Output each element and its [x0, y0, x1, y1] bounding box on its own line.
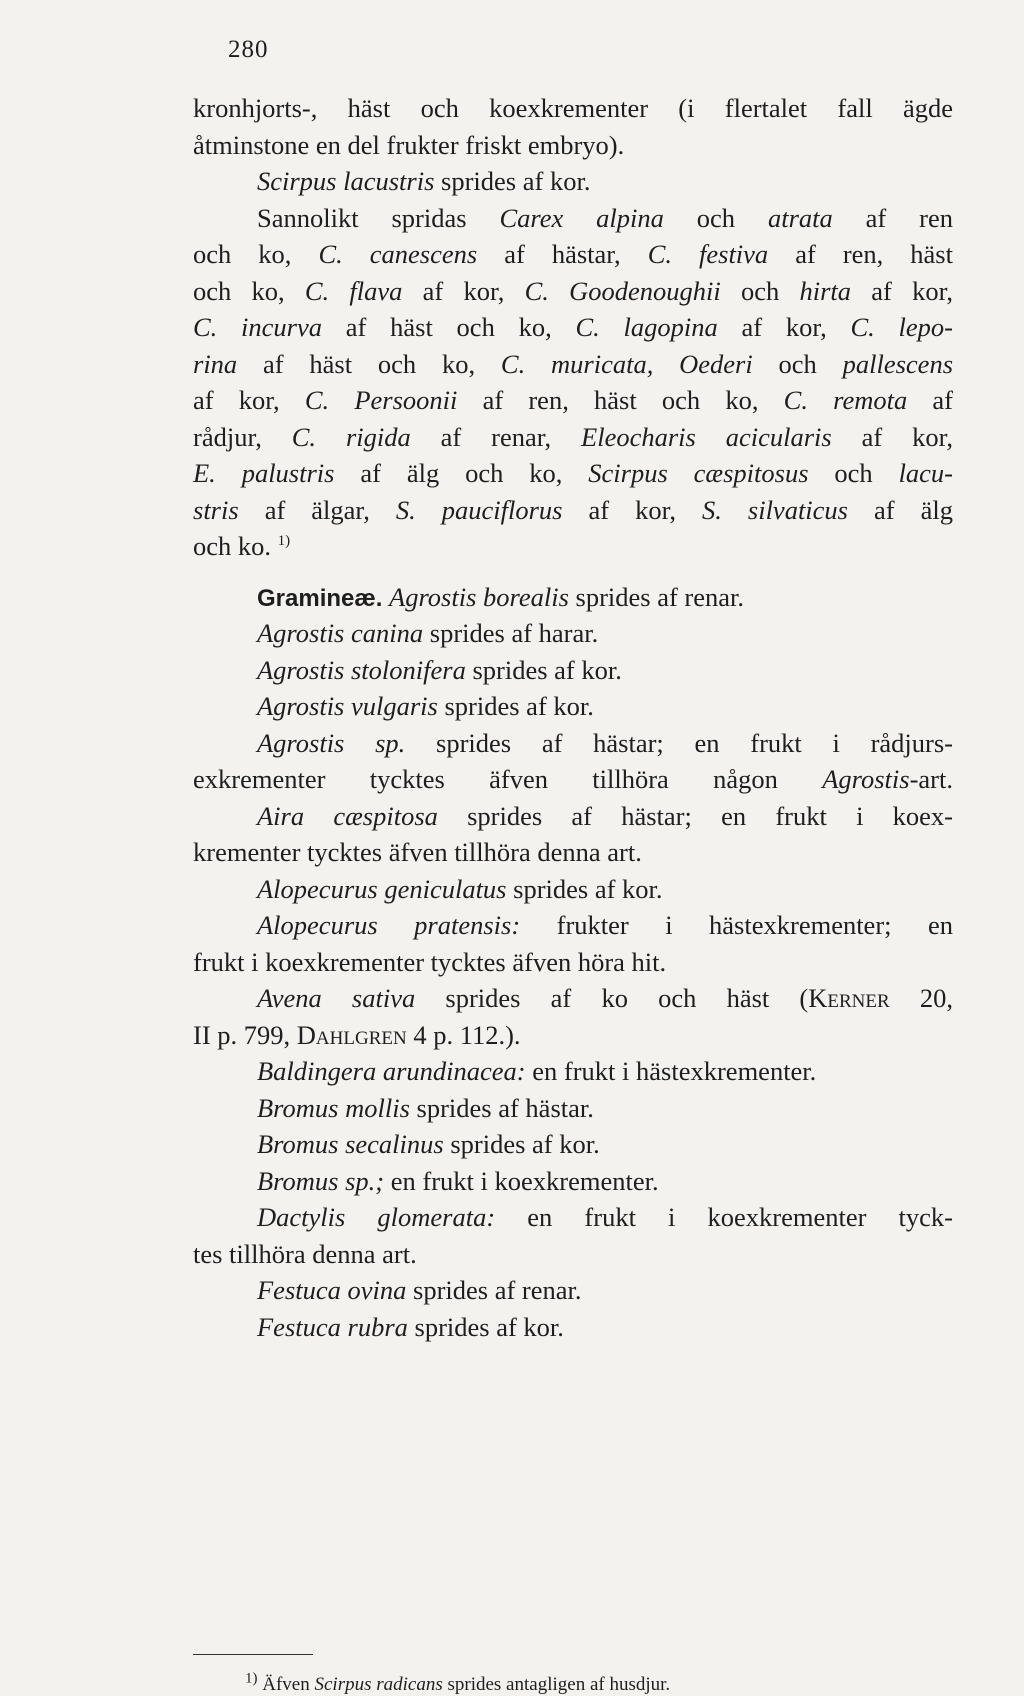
- text-line: Alopecurus geniculatus sprides af kor.: [257, 873, 663, 904]
- footnote: $^{1)}$ Äfven Scirpus radicans sprides antagligen af husdjur.: [245, 1670, 671, 1695]
- text-line: Avena sativa sprides af ko och häst (Kerner 20,: [257, 983, 953, 1013]
- text-line: Bromus mollis sprides af hästar.: [257, 1092, 594, 1123]
- text-line: kronhjorts-, häst och koexkrementer (i flertalet fall ägde: [193, 93, 953, 123]
- text-line: och ko, C. flava af kor, C. Goodenoughii och hirta af kor,: [193, 275, 953, 306]
- section-heading-line: Gramineæ. Agrostis borealis sprides af renar.: [257, 581, 745, 612]
- text-line: åtminstone en del frukter friskt embryo).: [193, 129, 625, 160]
- text-line: Dactylis glomerata: en frukt i koexkrementer tyck-: [257, 1202, 953, 1232]
- page-number: 280: [228, 36, 269, 63]
- text-line: Alopecurus pratensis: frukter i hästexkrementer; en: [257, 910, 953, 940]
- text-line: Sannolikt spridas Carex alpina och atrata af ren: [257, 202, 953, 233]
- text-line: rådjur, C. rigida af renar, Eleocharis acicularis af kor,: [193, 421, 954, 452]
- text-line: Scirpus lacustris sprides af kor.: [257, 166, 591, 196]
- text-line: Festuca ovina sprides af renar.: [257, 1275, 582, 1305]
- text-line: Agrostis canina sprides af harar.: [257, 618, 599, 648]
- text-line: C. incurva af häst och ko, C. lagopina af kor, C. lepo-: [193, 312, 954, 342]
- family-heading: Gramineæ.: [257, 584, 383, 612]
- text-line: Baldingera arundinacea: en frukt i hästexkrementer.: [257, 1056, 817, 1086]
- text-line: Bromus sp.; en frukt i koexkrementer.: [257, 1165, 659, 1196]
- text-line: Agrostis stolonifera sprides af kor.: [257, 654, 622, 685]
- text-line: och ko. $^{1)}$: [193, 531, 291, 561]
- text-line: af kor, C. Persoonii af ren, häst och ko, C. remota af: [193, 385, 953, 415]
- text-line: Agrostis vulgaris sprides af kor.: [257, 691, 594, 721]
- text-line: rina af häst och ko, C. muricata, Oederi och pallescens: [193, 348, 954, 379]
- text-line: Festuca rubra sprides af kor.: [257, 1311, 564, 1342]
- text-line: E. palustris af älg och ko, Scirpus cæspitosus och lacu-: [193, 458, 954, 488]
- text-line: krementer tycktes äfven tillhöra denna art.: [193, 837, 642, 867]
- body-text: [193, 90, 953, 1345]
- footnote-marker: 1): [277, 533, 291, 550]
- text-line: Bromus secalinus sprides af kor.: [257, 1129, 600, 1159]
- text-line: stris af älgar, S. pauciflorus af kor, S. silvaticus af älg: [193, 494, 953, 525]
- text-line: tes tillhöra denna art.: [193, 1238, 417, 1269]
- text-line: och ko, C. canescens af hästar, C. festiva af ren, häst: [193, 239, 953, 269]
- text-line: Agrostis sp. sprides af hästar; en frukt i rådjurs-: [257, 727, 953, 758]
- text-line: frukt i koexkrementer tycktes äfven höra hit.: [193, 946, 667, 977]
- paragraph-gap: [193, 565, 953, 579]
- text-line: II p. 799, Dahlgren 4 p. 112.).: [193, 1019, 521, 1050]
- footnote-rule: [193, 1654, 313, 1655]
- text-line: Aira cæspitosa sprides af hästar; en frukt i koex-: [257, 800, 953, 831]
- text-line: exkrementer tycktes äfven tillhöra någon Agrostis-art.: [193, 764, 953, 794]
- footnote-marker: 1): [245, 1670, 258, 1687]
